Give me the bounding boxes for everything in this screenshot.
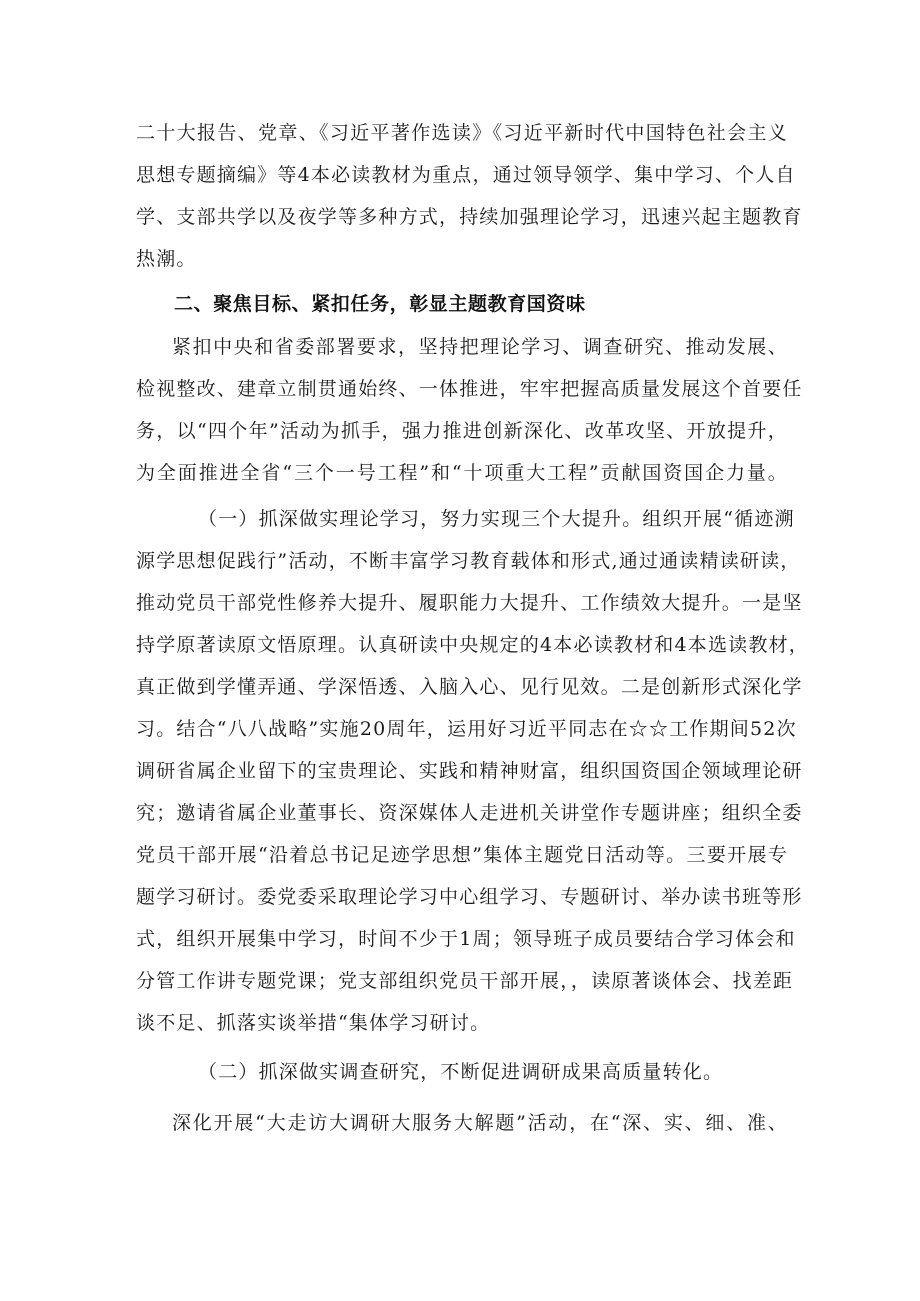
paragraph-line: 分管工作讲专题党课；党支部组织党员干部开展，，读原著谈体会、找差距 xyxy=(136,970,794,992)
paragraph-line: 究；邀请省属企业董事长、资深媒体人走进机关讲堂作专题讲座；组织全委 xyxy=(136,802,803,824)
paragraph-line: 思想专题摘编》等4本必读教材为重点，通过领导领学、集中学习、个人自 xyxy=(136,164,796,186)
paragraph-line: 党员干部开展“沿着总书记足迹学思想”集体主题党日活动等。三要开展专 xyxy=(136,844,788,866)
paragraph-line: 持学原著读原文悟原理。认真研读中央规定的4本必读教材和4本选读教材， xyxy=(136,634,809,656)
paragraph-line: 推动党员干部党性修养大提升、履职能力大提升、工作绩效大提升。一是坚 xyxy=(136,592,803,614)
paragraph-line: 题学习研讨。委党委采取理论学习中心组学习、专题研讨、举办读书班等形 xyxy=(136,886,803,908)
paragraph-line: 二十大报告、党章、《习近平著作选读》《习近平新时代中国特色社会主义 xyxy=(136,122,788,144)
paragraph-line: 学、支部共学以及夜学等多种方式，持续加强理论学习，迅速兴起主题教育 xyxy=(136,206,803,228)
paragraph-line: 习。结合“八八战略”实施20周年，运用好习近平同志在☆☆工作期间52次 xyxy=(136,718,797,740)
paragraph-line: 源学思想促践行”活动，不断丰富学习教育载体和形式,通过通读精读研读， xyxy=(136,550,801,572)
paragraph-line: 热潮。 xyxy=(136,248,197,270)
paragraph-line: 谈不足、抓落实谈举措“集体学习研讨。 xyxy=(136,1012,491,1034)
paragraph-line: 深化开展“大走访大调研大服务大解题”活动，在“深、实、细、准、 xyxy=(172,1112,788,1134)
paragraph-line: 检视整改、建章立制贯通始终、一体推进，牢牢把握高质量发展这个首要任 xyxy=(136,378,803,400)
paragraph-line: 调研省属企业留下的宝贵理论、实践和精神财富，组织国资国企领域理论研 xyxy=(136,760,803,782)
paragraph-line: 务，以“四个年”活动为抓手，强力推进创新深化、改革攻坚、开放提升， xyxy=(136,420,788,442)
paragraph-line: 真正做到学懂弄通、学深悟透、入脑入心、见行见效。二是创新形式深化学 xyxy=(136,676,803,698)
subsection-line: （二）抓深做实调查研究，不断促进调研成果高质量转化。 xyxy=(198,1061,724,1083)
paragraph-line: 为全面推进全省“三个一号工程”和“十项重大工程”贡献国资国企力量。 xyxy=(136,462,788,484)
subsection-line: （一）抓深做实理论学习，努力实现三个大提升。组织开展“循迹溯 xyxy=(198,508,795,530)
paragraph-line: 式，组织开展集中学习，时间不少于1周；领导班子成员要结合学习体会和 xyxy=(136,928,796,950)
paragraph-line: 紧扣中央和省委部署要求，坚持把理论学习、调查研究、推动发展、 xyxy=(172,336,788,358)
section-heading: 二、聚焦目标、紧扣任务，彰显主题教育国资味 xyxy=(174,293,586,315)
